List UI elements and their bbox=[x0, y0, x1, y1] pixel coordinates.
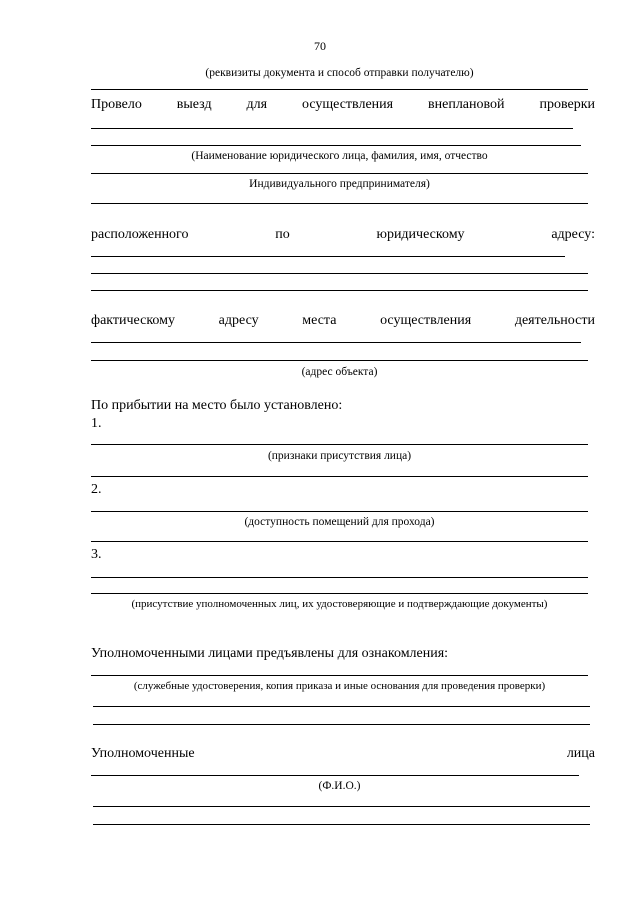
entity-name-caption-2: Индивидуального предпринимателя) bbox=[249, 178, 430, 190]
blank-line bbox=[91, 511, 588, 512]
legal-address-sentence bbox=[91, 227, 595, 243]
blank-line bbox=[91, 256, 565, 257]
blank-line bbox=[91, 290, 588, 291]
visit-word: для bbox=[246, 97, 268, 112]
blank-line bbox=[93, 706, 590, 707]
visit-word: осуществления bbox=[301, 97, 394, 112]
blank-line bbox=[91, 203, 588, 204]
blank-line bbox=[91, 128, 573, 129]
actual-address-word: фактическому bbox=[91, 313, 176, 328]
visit-sentence bbox=[91, 97, 595, 113]
blank-line bbox=[91, 145, 581, 146]
presented-heading: Уполномоченными лицами предъявлены для ознакомления: bbox=[91, 646, 449, 661]
item-number-2: 2. bbox=[91, 482, 102, 497]
actual-address-word: места bbox=[302, 313, 337, 328]
premises-access-caption: (доступность помещений для прохода) bbox=[244, 516, 435, 528]
arrival-heading: По прибытии на место было установлено: bbox=[91, 398, 343, 413]
divider-line bbox=[91, 89, 588, 90]
entity-name-caption: (Наименование юридического лица, фамилия, имя, отчество bbox=[191, 150, 488, 162]
presence-signs-caption: (признаки присутствия лица) bbox=[267, 450, 412, 462]
visit-word: Провело bbox=[91, 97, 142, 112]
blank-line bbox=[91, 541, 588, 542]
blank-line bbox=[91, 342, 581, 343]
visit-word: выезд bbox=[176, 97, 212, 112]
actual-address-word: деятельности bbox=[514, 313, 595, 328]
legal-address-word: расположенного bbox=[91, 227, 189, 242]
authorized-persons-sentence bbox=[91, 746, 595, 762]
actual-address-word: адресу bbox=[218, 313, 259, 328]
visit-word: внеплановой bbox=[428, 97, 505, 112]
blank-line bbox=[91, 360, 588, 361]
visit-word: проверки bbox=[539, 97, 595, 112]
legal-address-word: адресу: bbox=[551, 227, 595, 242]
blank-line bbox=[91, 593, 588, 594]
object-address-caption: (адрес объекта) bbox=[301, 366, 378, 378]
authorized-persons-word: Уполномоченные bbox=[91, 746, 195, 761]
authorized-presence-caption: (присутствие уполномоченных лиц, их удостоверяющие и подтверждающие документы) bbox=[131, 598, 548, 610]
blank-line bbox=[91, 675, 588, 676]
full-name-caption: (Ф.И.О.) bbox=[318, 780, 361, 792]
blank-line bbox=[91, 273, 588, 274]
blank-line bbox=[93, 824, 590, 825]
legal-address-word: по bbox=[275, 227, 290, 242]
page-number: 70 bbox=[314, 39, 326, 53]
blank-line bbox=[91, 173, 588, 174]
authorized-persons-word: лица bbox=[566, 746, 595, 761]
actual-address-sentence bbox=[91, 313, 595, 329]
blank-line bbox=[91, 775, 579, 776]
documents-basis-caption: (служебные удостоверения, копия приказа и иные основания для проведения проверки) bbox=[133, 680, 546, 692]
recipient-details-caption: (реквизиты документа и способ отправки получателю) bbox=[205, 67, 474, 79]
blank-line bbox=[91, 476, 588, 477]
blank-line bbox=[91, 444, 588, 445]
blank-line bbox=[93, 806, 590, 807]
actual-address-word: осуществления bbox=[380, 313, 472, 328]
blank-line bbox=[93, 724, 590, 725]
item-number-3: 3. bbox=[91, 547, 102, 562]
legal-address-word: юридическому bbox=[376, 227, 465, 242]
item-number-1: 1. bbox=[91, 416, 102, 431]
blank-line bbox=[91, 577, 588, 578]
